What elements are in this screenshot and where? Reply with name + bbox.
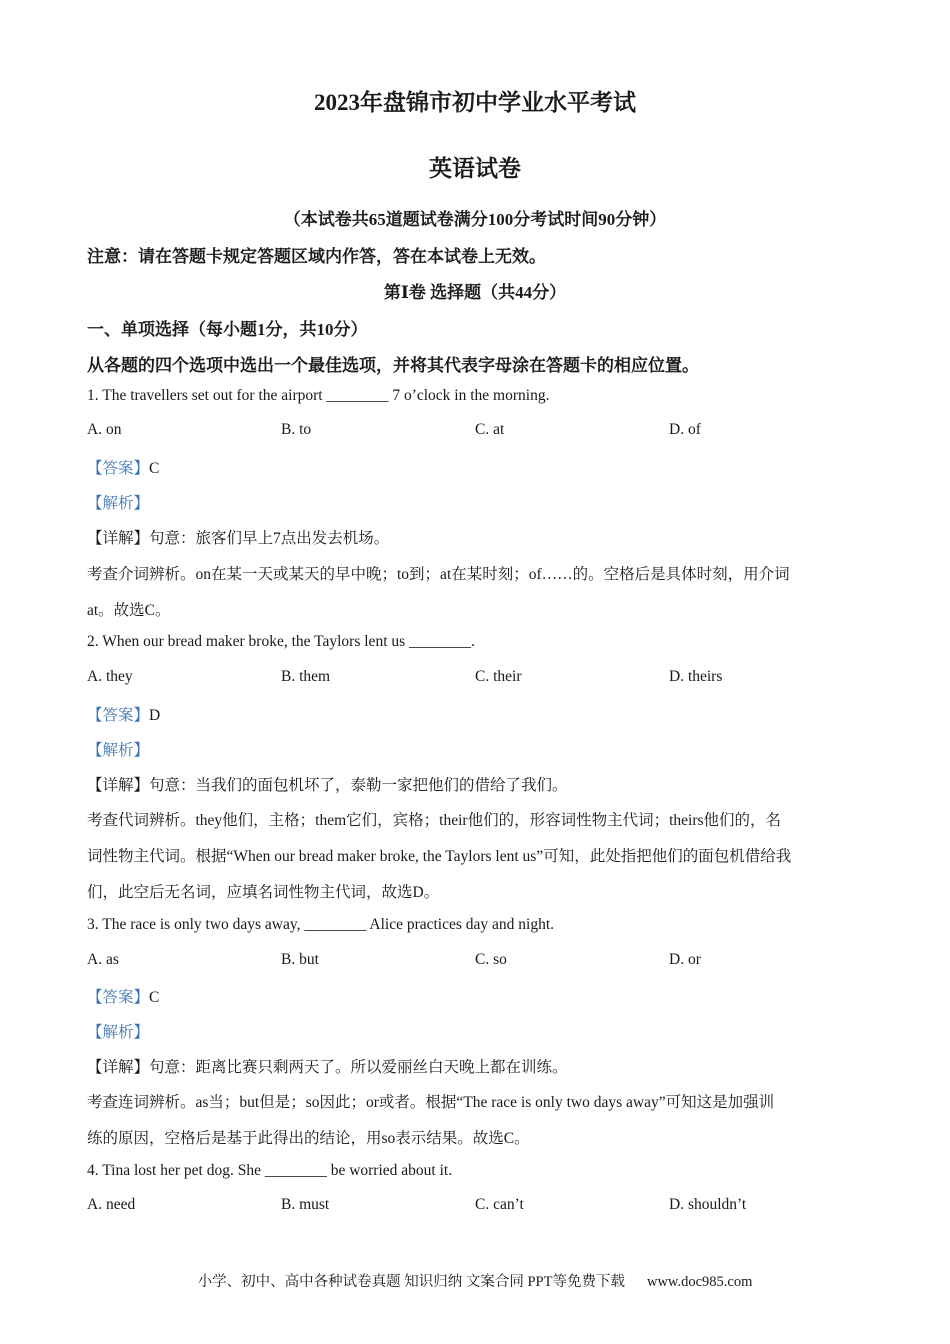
explanation-line: 词性物主代词。根据“When our bread maker broke, the Taylors lent us”可知，此处指把他们的面包机借给我 [87, 848, 792, 865]
answer-line [87, 985, 159, 1007]
question-options [87, 421, 887, 443]
option-b: B. must [281, 1196, 330, 1213]
option-a: A. as [87, 951, 119, 968]
explanation-line: 们，此空后无名词，应填名词性物主代词，故选D。 [87, 884, 440, 901]
explanation-line: 考查介词辨析。on在某一天或某天的早中晚；to到；at在某时刻；of……的。空格后是具体时刻，用介词 [87, 566, 790, 583]
answer-value: D [149, 707, 161, 724]
question-options [87, 951, 887, 973]
option-d: D. of [669, 421, 701, 438]
option-b: B. but [281, 951, 319, 968]
option-a: A. they [87, 668, 133, 685]
answer-line [87, 456, 159, 478]
explanation-line: at。故选C。 [87, 602, 171, 619]
exam-title: 2023年盘锦市初中学业水平考试 [314, 90, 636, 115]
detail-text: 句意：旅客们早上7点出发去机场。 [149, 530, 390, 547]
section-instruction: 从各题的四个选项中选出一个最佳选项，并将其代表字母涂在答题卡的相应位置。 [87, 356, 699, 375]
question-options [87, 1196, 887, 1218]
question-stem: 1. The travellers set out for the airport ________ 7 o’clock in the morning. [87, 387, 550, 404]
option-d: D. theirs [669, 668, 723, 685]
detail-line [87, 1055, 568, 1077]
option-a: A. need [87, 1196, 136, 1213]
question-options [87, 668, 887, 690]
question-stem: 2. When our bread maker broke, the Taylors lent us ________. [87, 633, 475, 650]
exam-info: （本试卷共65道题试卷满分100分考试时间90分钟） [283, 210, 667, 229]
option-b: B. to [281, 421, 312, 438]
answer-value: C [149, 989, 160, 1006]
part-title: 第Ⅰ卷 选择题（共44分） [383, 283, 567, 302]
option-c: C. at [475, 421, 505, 438]
notice: 注意：请在答题卡规定答题区域内作答，答在本试卷上无效。 [87, 247, 546, 266]
footer-text: 小学、初中、高中各种试卷真题 知识归纳 文案合同 PPT等免费下载 [197, 1274, 625, 1290]
option-c: C. so [475, 951, 507, 968]
subject-title: 英语试卷 [429, 156, 521, 181]
option-d: D. shouldn’t [669, 1196, 747, 1213]
question-stem: 3. The race is only two days away, ________ Alice practices day and night. [87, 916, 555, 933]
answer-line [87, 703, 160, 725]
answer-label: 【答案】 [87, 989, 150, 1006]
option-d: D. or [669, 951, 701, 968]
option-c: C. their [475, 668, 522, 685]
answer-label: 【答案】 [87, 707, 150, 724]
analysis-label: 【解析】 [87, 495, 150, 512]
answer-label: 【答案】 [87, 460, 150, 477]
detail-line [87, 526, 389, 548]
analysis-line [87, 491, 149, 513]
detail-line [87, 773, 568, 795]
analysis-label: 【解析】 [87, 1024, 150, 1041]
detail-label: 【详解】 [87, 777, 150, 794]
detail-label: 【详解】 [87, 530, 150, 547]
detail-text: 句意：距离比赛只剩两天了。所以爱丽丝白天晚上都在训练。 [149, 1059, 568, 1076]
detail-label: 【详解】 [87, 1059, 150, 1076]
question-stem: 4. Tina lost her pet dog. She ________ be worried about it. [87, 1162, 453, 1179]
analysis-line [87, 738, 149, 760]
option-b: B. them [281, 668, 331, 685]
footer-url: www.doc985.com [646, 1274, 753, 1290]
answer-value: C [149, 460, 160, 477]
analysis-line [87, 1020, 149, 1042]
explanation-line: 练的原因，空格后是基于此得出的结论，用so表示结果。故选C。 [87, 1130, 530, 1147]
explanation-line: 考查代词辨析。they他们，主格；them它们，宾格；their他们的，形容词性物主代词；theirs他们的，名 [87, 812, 782, 829]
section-title: 一、单项选择（每小题1分，共10分） [87, 320, 368, 339]
explanation-line: 考查连词辨析。as当；but但是；so因此；or或者。根据“The race is only two days away”可知这是加强训 [87, 1094, 775, 1111]
detail-text: 句意：当我们的面包机坏了，泰勒一家把他们的借给了我们。 [149, 777, 568, 794]
analysis-label: 【解析】 [87, 742, 150, 759]
option-a: A. on [87, 421, 122, 438]
option-c: C. can’t [475, 1196, 524, 1213]
page-footer [0, 1270, 950, 1291]
